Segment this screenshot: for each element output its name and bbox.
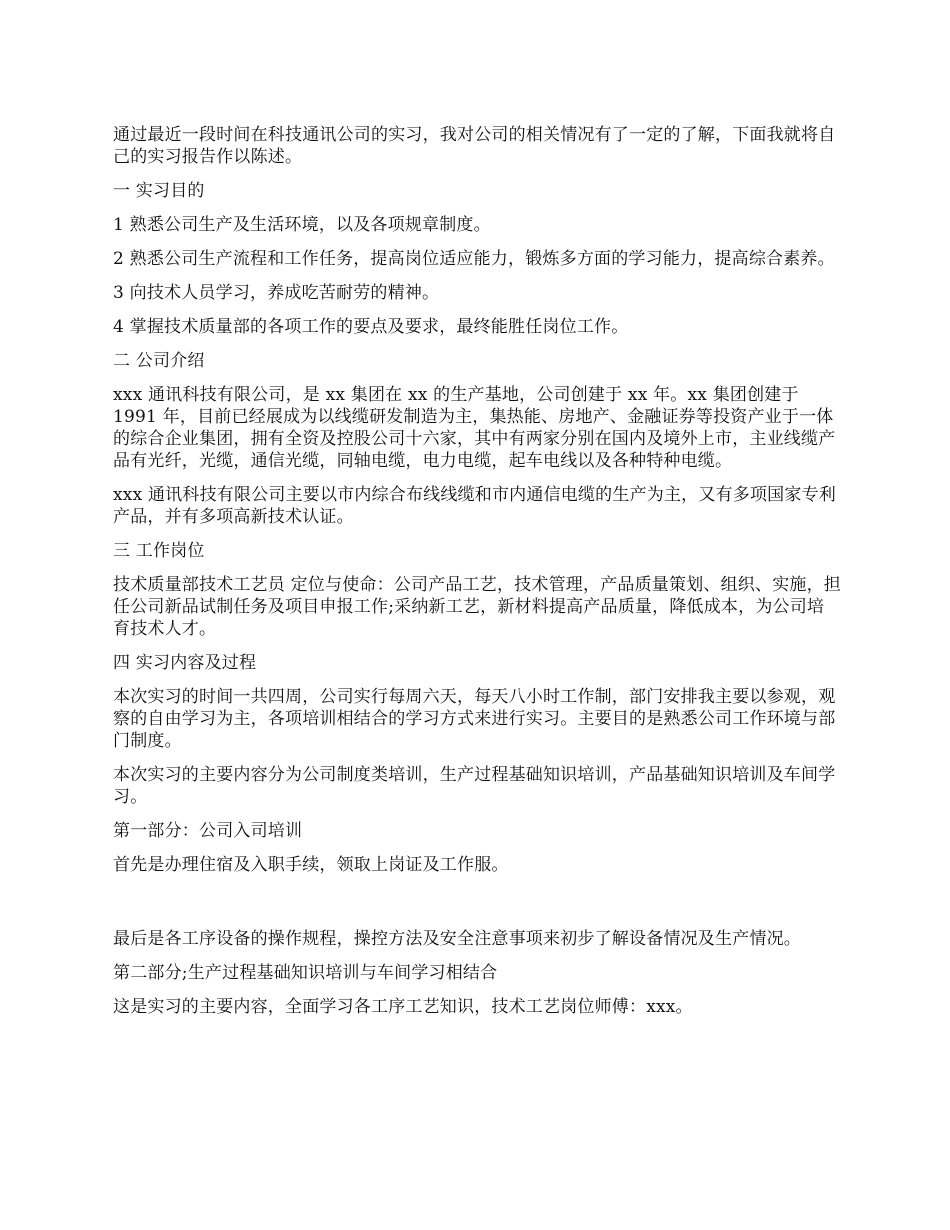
- part1-last: 最后是各工序设备的操作规程，操控方法及安全注意事项来初步了解设备情况及生产情况。: [113, 929, 801, 949]
- process-paragraph-2: 本次实习的主要内容分为公司制度类培训，生产过程基础知识培训，产品基础知识培训及车间学习。: [113, 765, 836, 807]
- document-page: [113, 124, 841, 1030]
- purpose-item-3: 3 向技术人员学习，养成吃苦耐劳的精神。: [113, 283, 440, 303]
- process-paragraph-1: 本次实习的时间一共四周，公司实行每周六天，每天八小时工作制，部门安排我主要以参观，观察的自由学习为主，各项培训相结合的学习方式来进行实习。主要目的是熟悉公司工作环境与部门制度。: [113, 687, 836, 751]
- section-heading-company: 二 公司介绍: [113, 351, 205, 371]
- paragraph-gap: [113, 888, 841, 928]
- section-heading-process: 四 实习内容及过程: [113, 653, 257, 673]
- section-heading-position: 三 工作岗位: [113, 541, 205, 561]
- company-paragraph-2: xxx 通讯科技有限公司主要以市内综合布线线缆和市内通信电缆的生产为主，又有多项国家专利产品，并有多项高新技术认证。: [113, 485, 836, 527]
- part2-text: 这是实习的主要内容，全面学习各工序工艺知识，技术工艺岗位师傅：xxx。: [113, 997, 693, 1017]
- intro-paragraph: 通过最近一段时间在科技通讯公司的实习，我对公司的相关情况有了一定的了解，下面我就将自己的实习报告作以陈述。: [113, 125, 836, 167]
- company-paragraph-1: xxx 通讯科技有限公司，是 xx 集团在 xx 的生产基地，公司创建于 xx 年。xx 集团创建于 1991 年，目前已经展成为以线缆研发制造为主，集热能、房地产、金融证券等投资产业于一体的综合企业集团，拥有全资及控股公司十六家，其中有两家分别在国内及境外上市，主业线缆产品有光纤，光缆，通信光缆，同轴电缆，电力电缆，起车电线以及各种特种电缆。: [113, 385, 836, 471]
- purpose-item-1: 1 熟悉公司生产及生活环境，以及各项规章制度。: [113, 215, 491, 235]
- purpose-item-2: 2 熟悉公司生产流程和工作任务，提高岗位适应能力，锻炼多方面的学习能力，提高综合素养。: [113, 249, 835, 269]
- part1-text: 首先是办理住宿及入职手续，领取上岗证及工作服。: [113, 855, 509, 875]
- purpose-item-4: 4 掌握技术质量部的各项工作的要点及要求，最终能胜任岗位工作。: [113, 317, 629, 337]
- section-heading-purpose: 一 实习目的: [113, 181, 205, 201]
- position-paragraph: 技术质量部技术工艺员 定位与使命：公司产品工艺，技术管理，产品质量策划、组织、实施，担任公司新品试制任务及项目申报工作;采纳新工艺，新材料提高产品质量，降低成本，为公司培育技术人才。: [113, 575, 842, 639]
- part1-title: 第一部分：公司入司培训: [113, 821, 303, 841]
- part2-title: 第二部分;生产过程基础知识培训与车间学习相结合: [113, 963, 498, 983]
